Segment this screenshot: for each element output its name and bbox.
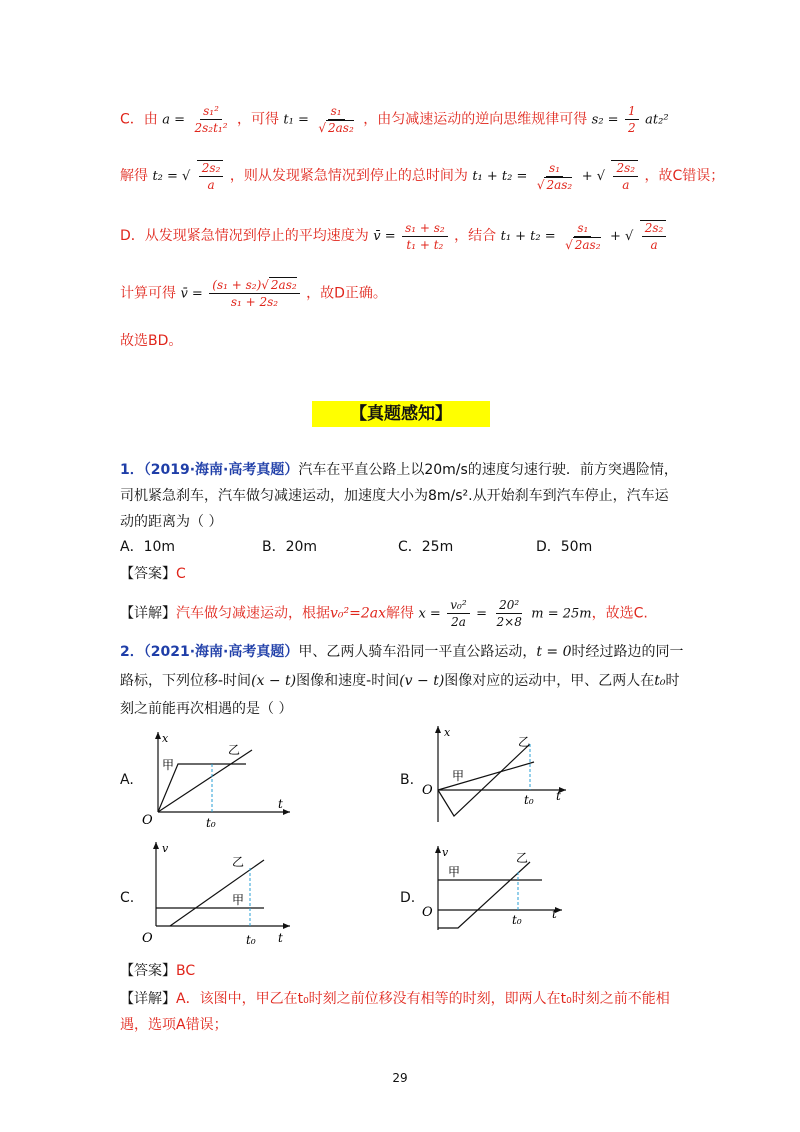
yi-label: 乙 <box>228 743 241 757</box>
jia-label: 甲 <box>448 865 461 879</box>
t0-label: t₀ <box>512 913 522 927</box>
x-arrow <box>283 809 290 815</box>
q2-answer <box>120 960 195 980</box>
q1-line-1 <box>120 459 678 479</box>
result: m = 25m <box>531 606 592 622</box>
t0-label: t₀ <box>524 793 534 807</box>
figure-c-label: C. <box>120 890 135 906</box>
fraction: $\frac{\text{s₁ + s₂}}{\text{t₁ + t₂}}$ <box>402 221 448 252</box>
formula-vbar: v̄ = <box>373 229 396 244</box>
fraction: $\frac{\text{(s₁ + s₂)√ 2as₂}}{\text{s₁ + 2s₂}}$ <box>209 278 299 309</box>
formula-a: a = <box>162 112 186 128</box>
fraction: $\frac{1}{2}$ <box>625 104 639 135</box>
figure-d-label: D. <box>400 890 416 906</box>
text: 路标，下列位移-时间 <box>120 673 252 689</box>
section-banner: 【真题感知】 <box>312 401 490 427</box>
detail-text: ，故选C. <box>591 605 648 622</box>
detail-label: 【详解】 <box>120 991 176 1007</box>
detail-text: 汽车做匀减速运动，根据 <box>176 605 330 622</box>
yi-label: 乙 <box>516 851 529 865</box>
axis-y-label: v <box>162 842 169 855</box>
text: C．由 <box>120 111 158 128</box>
axis-y-label: x <box>162 732 169 745</box>
page-number: 29 <box>392 1071 408 1085</box>
text: ，可得 <box>236 111 279 128</box>
q2-line-2 <box>120 670 680 690</box>
q1-option-a: A．10m <box>120 539 176 555</box>
q1-number: 1． <box>120 462 144 478</box>
figure-d <box>420 842 580 942</box>
formula-t1: t₁ = <box>283 112 309 128</box>
text: ，故C错误； <box>644 168 725 184</box>
text: ，则从发现紧急情况到停止的总时间为 <box>229 168 468 184</box>
origin-label: O <box>142 931 153 946</box>
y-arrow <box>155 732 161 739</box>
fraction: $\frac{\text{2s₂}}{a}$ <box>611 160 638 192</box>
q1-detail <box>120 598 648 629</box>
plus: + √ <box>609 229 634 244</box>
q1-source: （2019·海南·高考真题） <box>143 462 299 478</box>
text: 甲、乙两人骑车沿同一平直公路运动， <box>298 644 537 660</box>
jia-label: 甲 <box>232 893 245 907</box>
fraction: $\frac{\text{s₁}}{\text{√ 2as₂}}$ <box>318 104 354 135</box>
figure-b <box>420 722 580 832</box>
axis-x-label: t <box>278 797 283 811</box>
fraction: $\frac{\text{2s₂}}{a}$ <box>197 160 224 192</box>
axis-y-label: x <box>444 726 451 739</box>
answer-label: 【答案】 <box>120 566 176 582</box>
axis-x-label: t <box>552 907 557 921</box>
figure-b-label: B. <box>400 772 415 788</box>
q1-line-3: 动的距离为（ ） <box>120 514 223 530</box>
solution-d-line <box>120 220 668 252</box>
origin-label: O <box>142 813 153 828</box>
solution-c-line <box>120 104 669 135</box>
origin-label: O <box>422 783 433 798</box>
yi-label: 乙 <box>232 855 245 869</box>
text: t₀ <box>654 673 666 689</box>
t0-label: t₀ <box>246 933 256 947</box>
text: 解得 <box>120 168 148 184</box>
q1-option-c: C．25m <box>398 539 454 555</box>
answer-value: BC <box>176 963 196 979</box>
x-arrow <box>283 923 290 929</box>
formula-t2: t₂ = √ <box>152 169 191 184</box>
solution-c-line-2 <box>120 160 724 192</box>
fraction: $\frac{\text{s₁}}{\text{√ 2as₂}}$ <box>565 220 601 252</box>
detail-eq: v₀²=2ax <box>330 605 387 622</box>
fraction: $\frac{\text{s₁²}}{\text{2s₂t₁²}}$ <box>194 104 228 135</box>
y-arrow <box>153 842 159 849</box>
solution-d-line-2 <box>120 278 387 309</box>
figure-a-label: A. <box>120 772 134 788</box>
text: 图像对应的运动中，甲、乙两人在 <box>444 673 655 689</box>
formula-vbar-result: v̄ = <box>180 286 203 302</box>
yi-label: 乙 <box>518 735 531 749</box>
text: t = 0 <box>536 644 572 660</box>
fraction: $\frac{\text{v₀²}}{2a}$ <box>447 598 469 629</box>
answer-value: C <box>176 566 186 582</box>
q2-number: 2． <box>120 644 144 660</box>
formula-t-total: t₁ + t₂ = <box>472 169 528 184</box>
detail-text: 解得 <box>386 605 415 622</box>
plus: + √ <box>581 169 606 184</box>
q1-text: 汽车在平直公路上以20m/s的速度匀速行驶．前方突遇险情， <box>298 462 678 478</box>
t0-label: t₀ <box>206 816 216 830</box>
text: 时经过路边的同一 <box>571 644 684 660</box>
q2-line-3: 刻之前能再次相遇的是（ ） <box>120 701 293 717</box>
q1-option-b: B．20m <box>262 539 318 555</box>
jia-label: 甲 <box>162 758 175 772</box>
q2-detail-2: 遇，选项A错误； <box>120 1017 228 1033</box>
y-arrow <box>435 846 441 853</box>
axis-y-label: v <box>442 846 449 859</box>
fraction: $\frac{\text{s₁}}{\text{√ 2as₂}}$ <box>536 160 573 192</box>
figure-c <box>140 838 300 948</box>
text: (v − t) <box>399 673 445 689</box>
formula-t-total: t₁ + t₂ = <box>500 229 556 244</box>
text: ，故D正确。 <box>306 285 387 302</box>
equals: = <box>476 606 488 622</box>
detail-text: A．该图中，甲乙在t₀时刻之前位移没有相等的时刻，即两人在t₀时刻之前不能相 <box>176 991 670 1007</box>
fraction: $\frac{\text{20²}}{2\times 8}$ <box>496 598 522 629</box>
choose-line: 故选BD。 <box>120 333 183 349</box>
jia-label: 甲 <box>452 769 465 783</box>
formula-at2: at₂² <box>645 112 669 128</box>
detail-label: 【详解】 <box>120 605 176 622</box>
fraction: $\frac{\text{2s₂}}{a}$ <box>640 220 667 252</box>
text: 时 <box>665 673 680 689</box>
text: ，结合 <box>454 228 497 244</box>
text: 计算可得 <box>120 285 176 302</box>
text: (x − t) <box>251 673 297 689</box>
axis-x-label: t <box>278 931 283 945</box>
y-arrow <box>435 726 441 733</box>
formula-x: x = <box>418 606 441 622</box>
axis-x-label: t <box>556 789 561 803</box>
q1-answer <box>120 563 186 583</box>
text: ，由匀减速运动的逆向思维规律可得 <box>363 111 588 128</box>
answer-label: 【答案】 <box>120 963 176 979</box>
text: 图像和速度-时间 <box>296 673 400 689</box>
formula-s2: s₂ = <box>591 112 619 128</box>
q2-source: （2021·海南·高考真题） <box>143 644 299 660</box>
q1-line-2: 司机紧急刹车，汽车做匀减速运动，加速度大小为8m/s².从开始刹车到汽车停止，汽车运 <box>120 488 669 504</box>
origin-label: O <box>422 905 433 920</box>
q1-option-d: D．50m <box>536 539 593 555</box>
q2-line-1 <box>120 641 684 661</box>
text: D．从发现紧急情况到停止的平均速度为 <box>120 228 369 244</box>
q2-detail-1 <box>120 988 670 1008</box>
figure-a <box>140 726 300 830</box>
